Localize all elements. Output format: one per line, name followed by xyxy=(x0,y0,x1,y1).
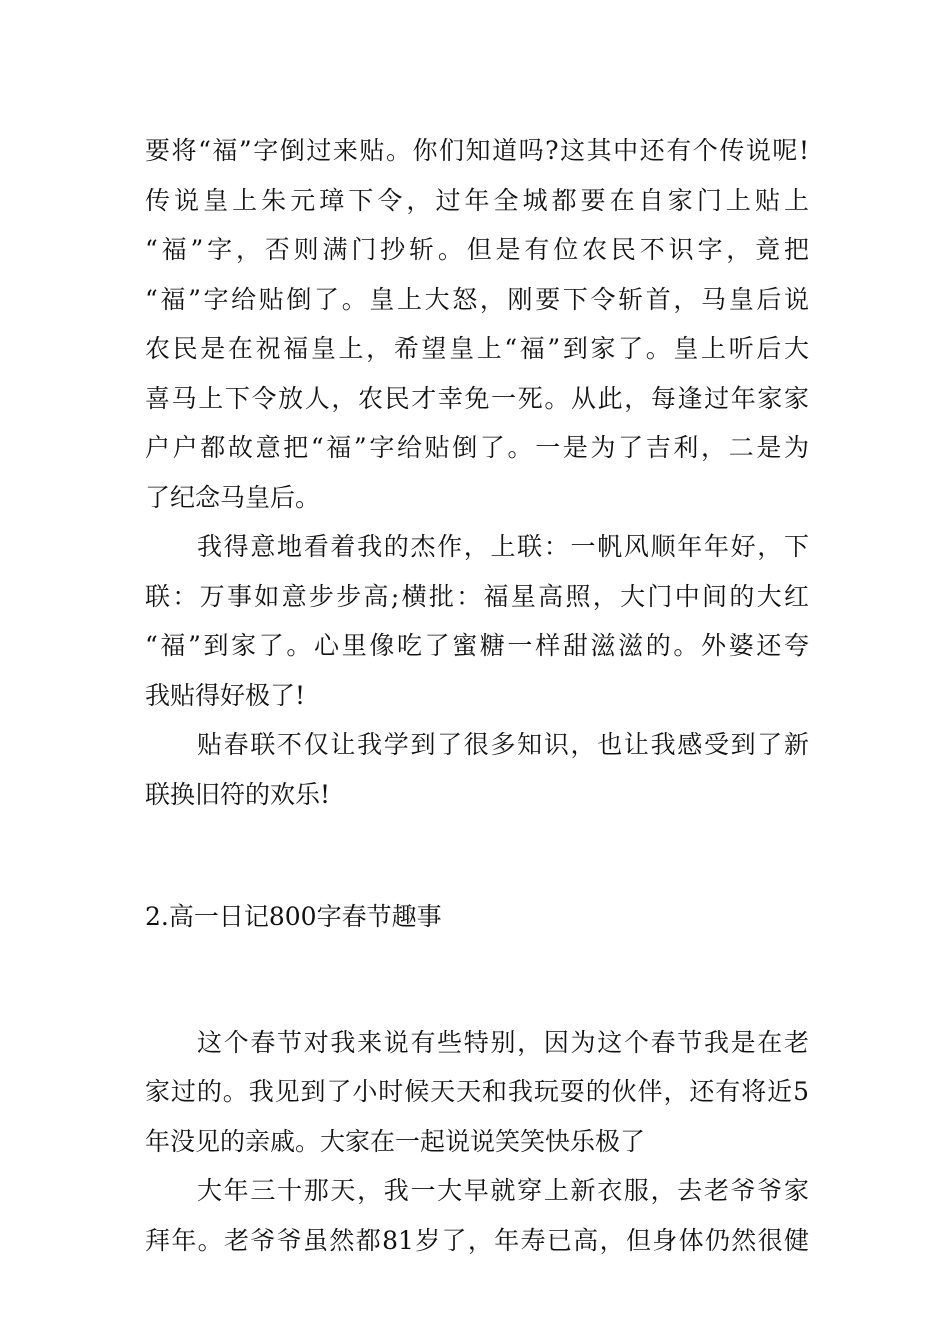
text-line: 这个春节对我来说有些特别，因为这个春节我是在老 xyxy=(197,1027,809,1057)
spacer xyxy=(145,942,809,1018)
paragraph-new-year-eve xyxy=(145,1166,809,1265)
text-line: 联换旧符的欢乐! xyxy=(145,779,331,809)
text-line: 拜年。老爷爷虽然都81岁了，年寿已高，但身体仍然很健 xyxy=(145,1225,809,1255)
document-body xyxy=(145,126,809,1265)
text-line: “福”到家了。心里像吃了蜜糖一样甜滋滋的。外婆还夸 xyxy=(145,631,809,660)
text-line: 贴春联不仅让我学到了很多知识，也让我感受到了新 xyxy=(197,730,809,759)
paragraph-spring-festival xyxy=(145,1018,809,1167)
text-line: 我得意地看着我的杰作，上联：一帆风顺年年好，下 xyxy=(197,532,809,561)
text-line: 家过的。我见到了小时候天天和我玩耍的伙伴，还有将近5 xyxy=(145,1077,809,1106)
text-line: 喜马上下令放人，农民才幸免一死。从此，每逢过年家家 xyxy=(145,383,809,413)
text-line: 联：万事如意步步高;横批：福星高照，大门中间的大红 xyxy=(145,581,809,611)
text-line: 传说皇上朱元璋下令，过年全城都要在自家门上贴上 xyxy=(145,185,809,215)
section-heading: 2.高一日记800字春节趣事 xyxy=(145,902,442,931)
paragraph-couplet xyxy=(145,522,809,720)
text-line: 了纪念马皇后。 xyxy=(145,482,321,512)
text-line: 年没见的亲戚。大家在一起说说笑笑快乐极了 xyxy=(145,1126,646,1156)
text-line: “福”字给贴倒了。皇上大怒，刚要下令斩首，马皇后说 xyxy=(145,284,809,314)
paragraph-conclusion xyxy=(145,720,809,819)
text-line: 农民是在祝福皇上，希望皇上“福”到家了。皇上听后大 xyxy=(145,334,809,363)
text-line: 户户都故意把“福”字给贴倒了。一是为了吉利，二是为 xyxy=(145,433,809,462)
paragraph-fu-legend xyxy=(145,126,809,522)
text-line: 大年三十那天，我一大早就穿上新衣服，去老爷爷家 xyxy=(197,1176,809,1205)
text-line: 我贴得好极了! xyxy=(145,680,306,710)
text-line: 要将“福”字倒过来贴。你们知道吗?这其中还有个传说呢! xyxy=(145,136,809,165)
text-line: “福”字，否则满门抄斩。但是有位农民不识字，竟把 xyxy=(145,235,809,264)
